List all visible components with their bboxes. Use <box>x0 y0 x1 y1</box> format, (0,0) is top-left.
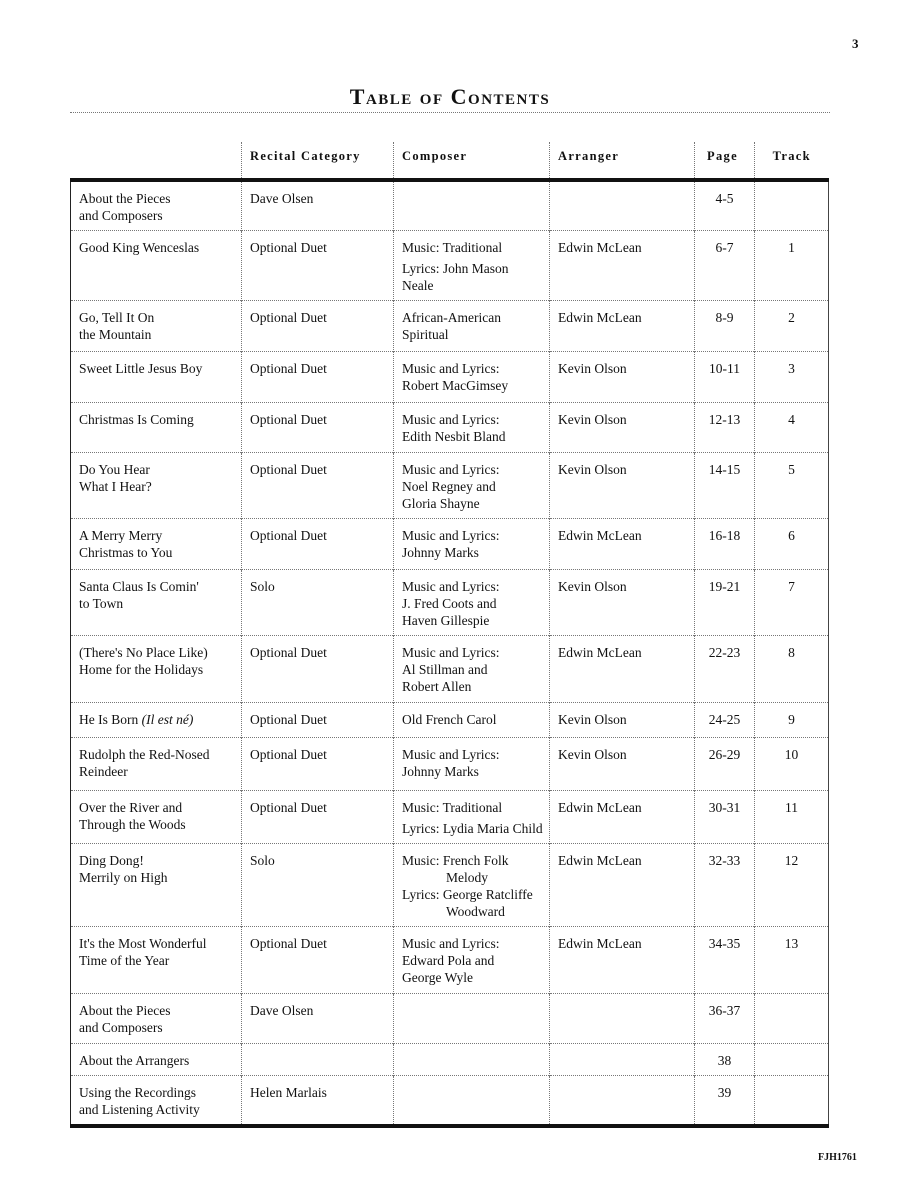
track-number: 3 <box>755 352 829 403</box>
composer-line: Haven Gillespie <box>402 613 490 628</box>
table-row <box>71 927 829 994</box>
composer <box>394 1044 550 1076</box>
piece-title-text: He Is Born <box>79 712 139 727</box>
table-row <box>71 1044 829 1076</box>
piece-title-line <box>79 239 235 256</box>
table-row <box>71 738 829 791</box>
arranger <box>550 180 695 231</box>
page-ref: 16-18 <box>695 519 755 570</box>
piece-title-text: About the Arrangers <box>79 1053 190 1068</box>
composer-line: African-American <box>402 310 501 325</box>
composer <box>394 403 550 453</box>
table-row <box>71 1076 829 1127</box>
composer <box>394 791 550 844</box>
arranger: Edwin McLean <box>550 301 695 352</box>
table-row <box>71 453 829 519</box>
page-ref: 26-29 <box>695 738 755 791</box>
piece-title <box>71 180 242 231</box>
piece-title-text: About the Pieces <box>79 191 171 206</box>
header-recital-category: Recital Category <box>242 142 394 180</box>
composer-line: Music and Lyrics: <box>402 645 500 660</box>
recital-category: Optional Duet <box>242 519 394 570</box>
piece-title-line <box>79 309 235 326</box>
page-ref: 34-35 <box>695 927 755 994</box>
composer-line: Johnny Marks <box>402 545 479 560</box>
composer <box>394 519 550 570</box>
piece-title-text: Using the Recordings <box>79 1085 196 1100</box>
composer <box>394 453 550 519</box>
page-ref: 38 <box>695 1044 755 1076</box>
piece-title-line <box>79 816 235 833</box>
page-ref: 12-13 <box>695 403 755 453</box>
piece-title-text: and Composers <box>79 208 163 223</box>
arranger <box>550 994 695 1044</box>
piece-title <box>71 703 242 738</box>
header-arranger: Arranger <box>550 142 695 180</box>
composer-line: Lyrics: John Mason Neale <box>402 261 509 293</box>
piece-title-text: Christmas Is Coming <box>79 412 194 427</box>
piece-title-text: Ding Dong! <box>79 853 144 868</box>
composer <box>394 1076 550 1127</box>
composer-line: Music and Lyrics: <box>402 412 500 427</box>
track-number: 7 <box>755 570 829 636</box>
piece-title-line <box>79 207 235 224</box>
piece-title-line <box>79 1084 235 1101</box>
header-title <box>71 142 242 180</box>
page-number: 3 <box>852 36 859 51</box>
piece-title-text: Good King Wenceslas <box>79 240 200 255</box>
piece-title <box>71 570 242 636</box>
recital-category: Optional Duet <box>242 453 394 519</box>
arranger: Kevin Olson <box>550 703 695 738</box>
composer <box>394 301 550 352</box>
piece-title-text: Do You Hear <box>79 462 150 477</box>
composer-line: Robert Allen <box>402 679 472 694</box>
header-track: Track <box>755 142 829 180</box>
piece-title-text: It's the Most Wonderful <box>79 936 207 951</box>
page-ref: 4-5 <box>695 180 755 231</box>
composer-line: Edward Pola and <box>402 953 495 968</box>
piece-title-line <box>79 1002 235 1019</box>
page-ref: 19-21 <box>695 570 755 636</box>
table-body <box>71 180 829 1126</box>
table-row <box>71 403 829 453</box>
composer-line: Melody <box>446 870 488 885</box>
contents-table <box>70 142 829 1128</box>
composer-line: Lyrics: Lydia Maria Child <box>402 821 543 836</box>
piece-title-text: Time of the Year <box>79 953 170 968</box>
piece-title-text: Merrily on High <box>79 870 168 885</box>
table-row <box>71 791 829 844</box>
piece-title <box>71 636 242 703</box>
composer-line: Gloria Shayne <box>402 496 480 511</box>
composer-line: Woodward <box>446 904 505 919</box>
piece-title-line <box>79 799 235 816</box>
arranger: Kevin Olson <box>550 570 695 636</box>
track-number: 11 <box>755 791 829 844</box>
composer-line: Music and Lyrics: <box>402 528 500 543</box>
arranger <box>550 1044 695 1076</box>
piece-title-line <box>79 461 235 478</box>
composer-line: Al Stillman and <box>402 662 488 677</box>
arranger: Kevin Olson <box>550 352 695 403</box>
composer-line: Robert MacGimsey <box>402 378 509 393</box>
recital-category: Optional Duet <box>242 636 394 703</box>
composer <box>394 844 550 927</box>
piece-title-line <box>79 1101 235 1118</box>
composer <box>394 738 550 791</box>
title-divider <box>70 112 830 113</box>
composer <box>394 180 550 231</box>
table-row <box>71 570 829 636</box>
composer-line: Lyrics: George Ratcliffe <box>402 887 533 902</box>
composer-line: J. Fred Coots and <box>402 596 497 611</box>
composer <box>394 636 550 703</box>
recital-category: Helen Marlais <box>242 1076 394 1127</box>
piece-title <box>71 301 242 352</box>
composer-line: Spiritual <box>402 327 449 342</box>
table-row <box>71 519 829 570</box>
table-row <box>71 844 829 927</box>
page-ref: 24-25 <box>695 703 755 738</box>
composer <box>394 703 550 738</box>
arranger: Edwin McLean <box>550 844 695 927</box>
recital-category: Optional Duet <box>242 927 394 994</box>
piece-title-line <box>79 527 235 544</box>
track-number: 6 <box>755 519 829 570</box>
track-number: 4 <box>755 403 829 453</box>
piece-title-line <box>79 544 235 561</box>
arranger: Edwin McLean <box>550 519 695 570</box>
recital-category: Optional Duet <box>242 791 394 844</box>
composer-line: Music and Lyrics: <box>402 747 500 762</box>
composer-line: Noel Regney and <box>402 479 496 494</box>
recital-category <box>242 1044 394 1076</box>
piece-title <box>71 231 242 301</box>
recital-category: Optional Duet <box>242 738 394 791</box>
track-number <box>755 180 829 231</box>
track-number: 9 <box>755 703 829 738</box>
piece-title-text: and Composers <box>79 1020 163 1035</box>
piece-title-text: the Mountain <box>79 327 152 342</box>
piece-title-line <box>79 644 235 661</box>
piece-title-line <box>79 478 235 495</box>
piece-title-text: Sweet Little Jesus Boy <box>79 361 203 376</box>
piece-title-line <box>79 360 235 377</box>
page-ref: 32-33 <box>695 844 755 927</box>
composer-line: Music and Lyrics: <box>402 579 500 594</box>
composer-line: Music: Traditional <box>402 240 503 255</box>
composer-line: George Wyle <box>402 970 474 985</box>
piece-title <box>71 1076 242 1127</box>
piece-title-text: and Listening Activity <box>79 1102 200 1117</box>
recital-category: Optional Duet <box>242 703 394 738</box>
piece-title-line <box>79 661 235 678</box>
page-title: Table of Contents <box>349 84 551 109</box>
recital-category: Optional Duet <box>242 352 394 403</box>
recital-category: Optional Duet <box>242 403 394 453</box>
table-header-row <box>71 142 829 180</box>
arranger: Kevin Olson <box>550 738 695 791</box>
piece-title-text: to Town <box>79 596 124 611</box>
page-ref: 8-9 <box>695 301 755 352</box>
composer <box>394 352 550 403</box>
piece-title <box>71 453 242 519</box>
piece-title-text: Santa Claus Is Comin' <box>79 579 199 594</box>
track-number: 8 <box>755 636 829 703</box>
table-row <box>71 352 829 403</box>
arranger: Kevin Olson <box>550 403 695 453</box>
page-ref: 10-11 <box>695 352 755 403</box>
track-number: 2 <box>755 301 829 352</box>
composer-line: Music and Lyrics: <box>402 361 500 376</box>
track-number <box>755 994 829 1044</box>
piece-title <box>71 403 242 453</box>
piece-title-line <box>79 578 235 595</box>
composer-line: Music and Lyrics: <box>402 936 500 951</box>
piece-title-text: Reindeer <box>79 764 128 779</box>
piece-title-alt: (Il est né) <box>141 712 194 727</box>
piece-title-text: About the Pieces <box>79 1003 171 1018</box>
page-ref: 30-31 <box>695 791 755 844</box>
piece-title-line <box>79 935 235 952</box>
piece-title-text: Home for the Holidays <box>79 662 204 677</box>
catalog-code: FJH1761 <box>818 1152 857 1163</box>
page-ref: 22-23 <box>695 636 755 703</box>
track-number: 13 <box>755 927 829 994</box>
piece-title-line <box>79 952 235 969</box>
track-number: 5 <box>755 453 829 519</box>
track-number <box>755 1076 829 1127</box>
piece-title-text: (There's No Place Like) <box>79 645 208 660</box>
composer <box>394 927 550 994</box>
composer <box>394 231 550 301</box>
piece-title-text: Rudolph the Red-Nosed <box>79 747 210 762</box>
piece-title-line <box>79 411 235 428</box>
arranger <box>550 1076 695 1127</box>
piece-title-line <box>79 763 235 780</box>
piece-title-text: Through the Woods <box>79 817 186 832</box>
arranger: Edwin McLean <box>550 927 695 994</box>
composer-line: Music and Lyrics: <box>402 462 500 477</box>
composer-line: Music: French Folk <box>402 853 509 868</box>
page-ref: 6-7 <box>695 231 755 301</box>
recital-category: Solo <box>242 844 394 927</box>
piece-title-line <box>79 190 235 207</box>
track-number: 1 <box>755 231 829 301</box>
piece-title-line <box>79 852 235 869</box>
piece-title <box>71 352 242 403</box>
composer-line: Edith Nesbit Bland <box>402 429 506 444</box>
recital-category: Optional Duet <box>242 301 394 352</box>
arranger: Kevin Olson <box>550 453 695 519</box>
header-page: Page <box>695 142 755 180</box>
table-row <box>71 703 829 738</box>
page-ref: 36-37 <box>695 994 755 1044</box>
piece-title-line <box>79 1052 235 1069</box>
piece-title-text: What I Hear? <box>79 479 152 494</box>
recital-category: Dave Olsen <box>242 994 394 1044</box>
table-row <box>71 301 829 352</box>
recital-category: Dave Olsen <box>242 180 394 231</box>
piece-title <box>71 927 242 994</box>
table-row <box>71 994 829 1044</box>
piece-title-text: Christmas to You <box>79 545 173 560</box>
track-number: 12 <box>755 844 829 927</box>
piece-title-line <box>79 869 235 886</box>
recital-category: Optional Duet <box>242 231 394 301</box>
piece-title <box>71 1044 242 1076</box>
piece-title-line <box>79 746 235 763</box>
piece-title-line <box>79 326 235 343</box>
track-number: 10 <box>755 738 829 791</box>
composer-line: Old French Carol <box>402 712 497 727</box>
composer-line: Johnny Marks <box>402 764 479 779</box>
table-row <box>71 636 829 703</box>
piece-title-text: Go, Tell It On <box>79 310 155 325</box>
arranger: Edwin McLean <box>550 791 695 844</box>
composer-line: Music: Traditional <box>402 800 503 815</box>
arranger: Edwin McLean <box>550 636 695 703</box>
table-row <box>71 180 829 231</box>
piece-title <box>71 738 242 791</box>
table-row <box>71 231 829 301</box>
piece-title-text: A Merry Merry <box>79 528 163 543</box>
composer <box>394 570 550 636</box>
track-number <box>755 1044 829 1076</box>
piece-title-text: Over the River and <box>79 800 183 815</box>
page-ref: 39 <box>695 1076 755 1127</box>
header-composer: Composer <box>394 142 550 180</box>
composer <box>394 994 550 1044</box>
piece-title-line <box>79 1019 235 1036</box>
piece-title <box>71 994 242 1044</box>
page-ref: 14-15 <box>695 453 755 519</box>
recital-category: Solo <box>242 570 394 636</box>
piece-title <box>71 791 242 844</box>
piece-title <box>71 844 242 927</box>
piece-title-line <box>79 711 235 728</box>
piece-title <box>71 519 242 570</box>
piece-title-line <box>79 595 235 612</box>
arranger: Edwin McLean <box>550 231 695 301</box>
